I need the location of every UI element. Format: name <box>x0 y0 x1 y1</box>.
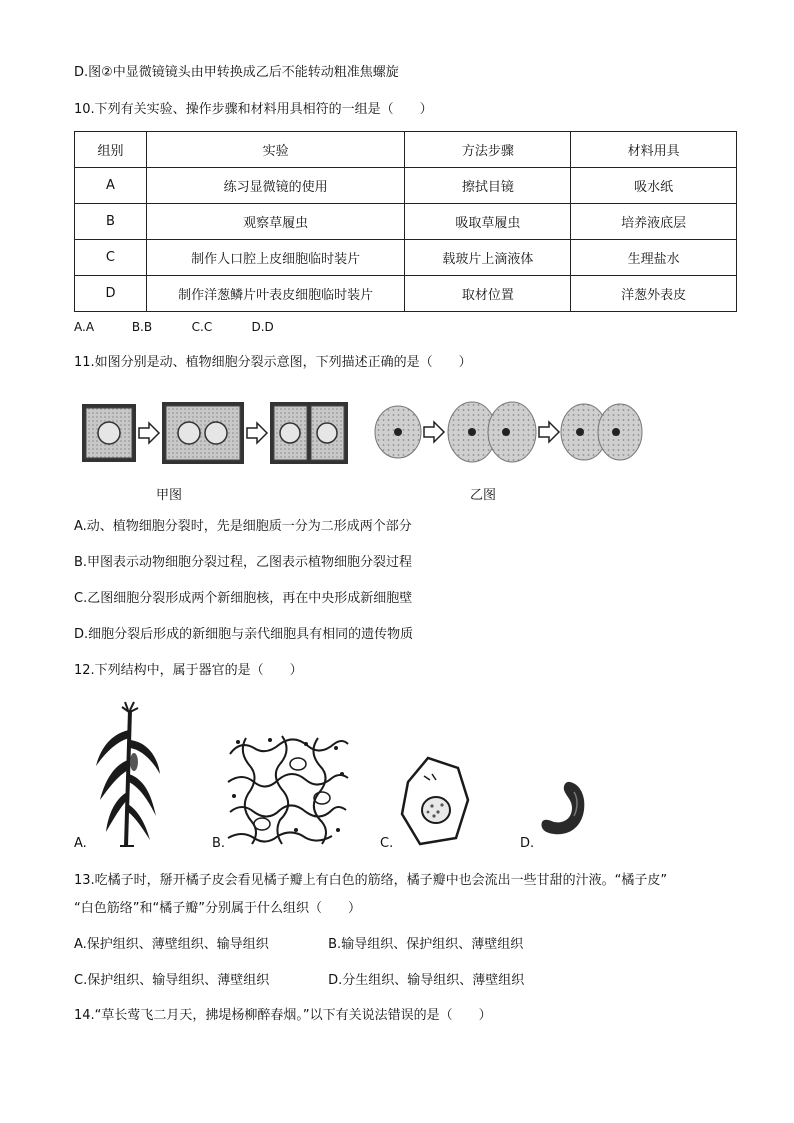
q12-label-a: A. <box>74 836 87 851</box>
tissue-cells-image <box>226 734 350 846</box>
table-cell: 练习显微镜的使用 <box>146 168 405 204</box>
plant-cell-daughters <box>270 402 348 464</box>
table-cell: 生理盐水 <box>571 240 737 276</box>
q11-option-a: A.动、植物细胞分裂时，先是细胞质一分为二形成两个部分 <box>74 519 412 534</box>
q12-label-d: D. <box>520 836 535 851</box>
q12-label-b: B. <box>212 836 226 851</box>
q13-option-c: C.保护组织、输导组织、薄壁组织 <box>74 973 270 988</box>
table-row <box>75 168 737 204</box>
stomach-image <box>534 778 588 838</box>
arrow-right-icon <box>539 422 559 442</box>
q10-table <box>74 131 737 312</box>
table-header-cell: 材料用具 <box>571 132 737 168</box>
table-row <box>75 204 737 240</box>
q11-stem: 11.如图分别是动、植物细胞分裂示意图，下列描述正确的是（ ） <box>74 355 472 370</box>
corn-plant-image <box>90 700 166 848</box>
q10-option-a: A.A <box>74 320 95 334</box>
q13-stem-line2: “白色筋络”和“橘子瓣”分别属于什么组织（ ） <box>74 901 361 916</box>
animal-cell-dividing <box>448 402 536 462</box>
table-cell: C <box>75 240 147 276</box>
q12-label-c: C. <box>380 836 394 851</box>
figure-label-jia: 甲图 <box>156 488 183 503</box>
q10-options <box>74 318 274 336</box>
table-header-cell: 实验 <box>146 132 405 168</box>
animal-cell-division-figure <box>372 398 644 466</box>
table-cell: 吸水纸 <box>571 168 737 204</box>
table-header-cell: 方法步骤 <box>405 132 571 168</box>
q14-stem: 14.“草长莺飞二月天，拂堤杨柳醉春烟。”以下有关说法错误的是（ ） <box>74 1008 492 1023</box>
q9-option-d: D.图②中显微镜镜头由甲转换成乙后不能转动粗准焦螺旋 <box>74 65 399 80</box>
plant-cell <box>82 404 136 462</box>
arrow-right-icon <box>247 423 267 443</box>
arrow-right-icon <box>139 423 159 443</box>
table-cell: 制作人口腔上皮细胞临时装片 <box>146 240 405 276</box>
q10-option-d: D.D <box>251 320 274 334</box>
q11-option-b: B.甲图表示动物细胞分裂过程，乙图表示植物细胞分裂过程 <box>74 555 413 570</box>
table-header-cell: 组别 <box>75 132 147 168</box>
table-cell: 取材位置 <box>405 276 571 312</box>
table-header-row <box>75 132 737 168</box>
q13-option-a: A.保护组织、薄壁组织、输导组织 <box>74 937 269 952</box>
table-cell: 培养液底层 <box>571 204 737 240</box>
table-row <box>75 276 737 312</box>
figure-label-yi: 乙图 <box>470 488 497 503</box>
single-cell-image <box>398 752 472 848</box>
q13-options-row2 <box>74 972 524 990</box>
q13-options-row1 <box>74 936 523 954</box>
q10-option-b: B.B <box>131 320 153 334</box>
q13-option-d: D.分生组织、输导组织、薄壁组织 <box>328 973 525 988</box>
q10-option-c: C.C <box>191 320 213 334</box>
q13-option-b: B.输导组织、保护组织、薄壁组织 <box>328 937 524 952</box>
plant-cell-dividing <box>162 402 244 464</box>
table-cell: B <box>75 204 147 240</box>
q10-stem: 10.下列有关实验、操作步骤和材料用具相符的一组是（ ） <box>74 102 433 117</box>
table-cell: 载玻片上滴液体 <box>405 240 571 276</box>
table-cell: A <box>75 168 147 204</box>
table-cell: 制作洋葱鳞片叶表皮细胞临时装片 <box>146 276 405 312</box>
q11-option-c: C.乙图细胞分裂形成两个新细胞核，再在中央形成新细胞壁 <box>74 591 413 606</box>
table-cell: 观察草履虫 <box>146 204 405 240</box>
table-cell: 洋葱外表皮 <box>571 276 737 312</box>
animal-cell-daughters <box>561 404 642 460</box>
q13-stem-line1: 13.吃橘子时，掰开橘子皮会看见橘子瓣上有白色的筋络，橘子瓣中也会流出一些甘甜的汁液。“橘子皮” <box>74 873 668 888</box>
table-cell: 吸取草履虫 <box>405 204 571 240</box>
animal-cell <box>375 406 421 458</box>
table-row <box>75 240 737 276</box>
q12-stem: 12.下列结构中，属于器官的是（ ） <box>74 663 303 678</box>
table-cell: D <box>75 276 147 312</box>
q11-option-d: D.细胞分裂后形成的新细胞与亲代细胞具有相同的遗传物质 <box>74 627 414 642</box>
arrow-right-icon <box>424 422 444 442</box>
table-cell: 擦拭目镜 <box>405 168 571 204</box>
plant-cell-division-figure <box>80 400 350 466</box>
